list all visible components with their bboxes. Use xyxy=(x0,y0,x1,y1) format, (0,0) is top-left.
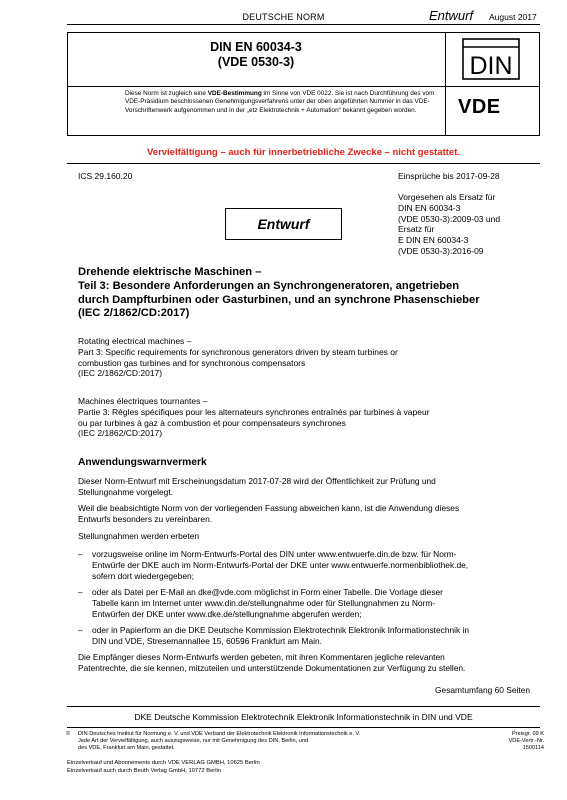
warning-paragraph-3: Stellungnahmen werden erbeten xyxy=(78,531,200,541)
list-line: DIN und VDE, Stresemannallee 15, 60596 Frankfurt am Main. xyxy=(92,635,322,646)
price-line: Preisgr. 09 K xyxy=(511,731,544,737)
paragraph-line: Weil die beabsichtigte Norm von der vorliegenden Fassung abweichen kann, ist die Anwendung dieses xyxy=(78,503,460,513)
section-rule xyxy=(67,163,540,164)
replacement-line: Vorgesehen als Ersatz für xyxy=(398,192,496,202)
title-line: Part 3: Specific requirements for synchronous generators driven by steam turbines or xyxy=(78,346,398,357)
warning-paragraph-2 xyxy=(78,503,540,525)
footer-rule-top xyxy=(67,706,540,707)
din-logo xyxy=(462,38,520,80)
list-line: sofern dort wiedergegeben; xyxy=(92,570,194,581)
title-line: (IEC 2/1862/CD:2017) xyxy=(78,428,163,439)
vde-notice-bold: VDE-Bestimmung xyxy=(207,90,262,97)
paragraph-line: Dieser Norm-Entwurf mit Erscheinungsdatum 2017-07-28 wird der Öffentlichkeit zur Prüfung und xyxy=(78,476,436,486)
title-english xyxy=(78,336,548,379)
dke-line: DKE Deutsche Kommission Elektrotechnik Elektronik Informationstechnik in DIN und VDE xyxy=(134,712,473,722)
distribution-line: Einzelverkauf auch durch Beuth Verlag GmbH, 10772 Berlin xyxy=(67,767,222,774)
list-line: oder als Datei per E-Mail an dke@vde.com möglichst in Form einer Tabelle. Die Vorlage dieser xyxy=(92,587,443,597)
title-line: combustion gas turbines and for synchronous compensators xyxy=(78,357,306,368)
draft-label: Entwurf xyxy=(429,8,474,23)
replacement-line: DIN EN 60034-3 xyxy=(398,202,461,213)
document-type-label: DEUTSCHE NORM xyxy=(242,12,325,22)
copyright-line: des VDE, Frankfurt am Main, gestattet. xyxy=(78,745,175,751)
title-line: Rotating electrical machines – xyxy=(78,336,192,346)
paragraph-line: Die Empfänger dieses Norm-Entwurfs werden gebeten, mit ihren Kommentaren jegliche relevanten xyxy=(78,652,445,662)
din-logo-text: DIN xyxy=(469,52,513,80)
document-number xyxy=(67,40,445,70)
publication-date: August 2017 xyxy=(489,12,537,22)
document-number-line2: (VDE 0530-3) xyxy=(217,55,295,69)
paragraph-line: Entwurfs besonders zu vereinbaren. xyxy=(78,513,213,524)
list-dash: – xyxy=(78,625,83,635)
list-line: oder in Papierform an die DKE Deutsche Kommission Elektrotechnik Elektronik Informationstechnik in xyxy=(92,625,470,635)
warning-paragraph-4 xyxy=(78,652,540,674)
paragraph-line: Patentrechte, die sie kennen, mitzuteilen und unterstützende Dokumentationen zur Verfügung zu stellen. xyxy=(78,662,466,673)
list-item xyxy=(78,587,540,621)
list-dash: – xyxy=(78,549,83,559)
ics-code: ICS 29.160.20 xyxy=(78,171,133,181)
price-info xyxy=(488,731,544,752)
copyright-notice xyxy=(78,731,478,752)
vde-notice-prefix: Diese Norm ist zugleich eine xyxy=(125,90,208,97)
box-divider-vertical xyxy=(445,32,446,136)
list-line: vorzugsweise online im Norm-Entwurfs-Portal des DIN unter www.entwuerfe.din.de bzw. für Norm- xyxy=(92,549,457,559)
replacement-line: (VDE 0530-3):2009-03 und xyxy=(398,213,501,224)
title-line: (IEC 2/1862/CD:2017) xyxy=(78,368,163,379)
list-dash: – xyxy=(78,587,83,597)
title-german xyxy=(78,266,548,321)
footer-rule-bottom xyxy=(67,727,540,728)
title-line: Drehende elektrische Maschinen – xyxy=(78,266,262,278)
document-number-line1: DIN EN 60034-3 xyxy=(210,40,302,54)
list-line: Entwürfen der DKE unter www.dke.de/stellungnahme abgerufen werden; xyxy=(92,608,362,619)
objection-deadline: Einsprüche bis 2017-09-28 xyxy=(398,171,500,181)
paragraph-line: Stellungnahme vorgelegt. xyxy=(78,486,173,497)
total-pages: Gesamtumfang 60 Seiten xyxy=(435,685,530,695)
warning-heading: Anwendungswarnvermerk xyxy=(78,457,207,468)
replacement-line: (VDE 0530-3):2016-09 xyxy=(398,245,484,256)
replacement-info xyxy=(398,192,538,257)
copyright-line: Jede Art der Vervielfältigung, auch auszugsweise, nur mit Genehmigung des DIN, Berlin, und xyxy=(78,738,309,744)
vde-logo: VDE xyxy=(458,96,501,118)
copyright-symbol: © xyxy=(66,731,71,737)
replacement-line: Ersatz für xyxy=(398,224,435,235)
title-line: Machines électriques tournantes – xyxy=(78,396,208,406)
warning-paragraph-1 xyxy=(78,476,540,498)
title-line: ou par turbines à gaz à combustion et pour compensateurs synchrones xyxy=(78,417,346,428)
distribution-info xyxy=(67,760,367,775)
reproduction-notice: Vervielfältigung – auch für innerbetriebliche Zwecke – nicht gestattet. xyxy=(146,147,461,158)
title-line: durch Dampfturbinen oder Gasturbinen, und an synchrone Phasenschieber xyxy=(78,293,480,306)
replacement-line: E DIN EN 60034-3 xyxy=(398,235,469,246)
list-item xyxy=(78,625,540,648)
logo-divider xyxy=(445,86,540,87)
distribution-line: Einzelverkauf und Abonnements durch VDE VERLAG GMBH, 10625 Berlin xyxy=(67,760,260,766)
title-french xyxy=(78,396,548,439)
list-line: Entwürfe der DKE auch im Norm-Entwurfs-Portal der DKE unter www.entwuerfe.normenbibliothek.de, xyxy=(92,559,469,570)
vde-notice-rest: im Sinne von VDE 0022. Sie ist nach Durchführung des vom VDE-Präsidium beschlossenen Genehmigungsverfahrens unter der oben angeführten Nummer in das VDE-Vorschriftenwerk aufgenommen und in der „etz Elektrotechnik + Automation“ bekannt gegeben worden. xyxy=(125,90,435,114)
vde-notice xyxy=(125,90,443,115)
header-rule xyxy=(67,24,540,25)
title-line: (IEC 2/1862/CD:2017) xyxy=(78,307,190,320)
list-line: Tabelle kann im Internet unter www.din.de/stellungnahme oder für Stellungnahmen zu Norm- xyxy=(92,597,436,608)
box-divider-horizontal xyxy=(67,86,445,87)
list-item xyxy=(78,549,540,583)
copyright-line: DIN Deutsches Institut für Normung e. V. und VDE Verband der Elektrotechnik Elektronik Informationstechnik e. V. xyxy=(78,731,361,737)
draft-stamp: Entwurf xyxy=(225,208,342,240)
price-line: VDE-Vertr.-Nr. 1500114 xyxy=(508,738,544,751)
title-line: Partie 3: Règles spécifiques pour les alternateurs synchrones entraînés par turbines à vapeur xyxy=(78,406,430,417)
title-line: Teil 3: Besondere Anforderungen an Synchrongeneratoren, angetrieben xyxy=(78,279,460,292)
